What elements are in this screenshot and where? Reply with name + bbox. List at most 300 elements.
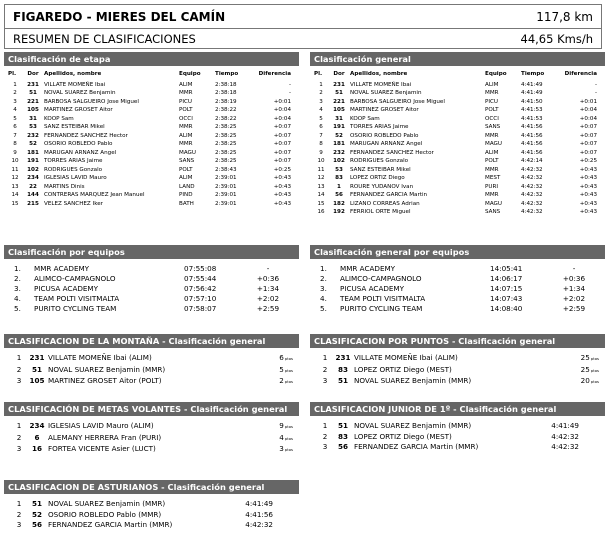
cell-rank: 2 [319,90,323,96]
team-general-classification-panel [310,245,605,314]
list-item [4,520,299,531]
cell-rank: 3 [16,444,22,453]
cell-gap: +0:43 [579,192,597,198]
cell-rider-name: BARBOSA SALGUEIRO Jose Miguel [350,98,445,105]
col-diff: Diferencia [564,71,597,77]
cell-rank: 3 [16,520,22,529]
cell-bib: 56 [337,442,348,451]
cell-time: 4:42:32 [521,166,543,173]
table-row [4,191,299,200]
cell-rank: 2 [16,432,22,442]
cell-rider: NOVAL SUAREZ Benjamin (MMR) [48,499,166,508]
cell-bib: 51 [31,364,42,374]
team-row [4,274,299,284]
table-row [310,123,605,132]
list-item [310,365,605,377]
cell-rider-name: MARTINEZ GROSET Aitor [44,107,113,113]
cell-rider-name: VILLATE MOMEÑE Ibai [44,81,106,88]
cell-time: 07:58:07 [184,304,217,313]
col-dor: Dor [27,71,39,77]
col-time: Tiempo [521,71,545,77]
cell-rank: 3. [14,284,21,293]
cell-time: 2:38:25 [215,158,237,164]
cell-bib: 51 [337,376,348,385]
points-value: 6 [279,353,284,362]
table-row [310,174,605,183]
team-row [310,294,605,304]
cell-rider-name: LIZANO CORREAS Adrian [350,200,420,207]
cell-gap: +0:04 [579,115,597,122]
cell-team-code: POLT [179,107,193,113]
cell-gap: +2:59 [562,304,586,313]
cell-gap: - [266,264,270,273]
cell-rider-name: RODRIGUES Gonzalo [44,166,103,173]
cell-bib: 232 [333,149,345,156]
cell-bib: 52 [29,141,37,147]
team-row [310,274,605,284]
cell-gap: +0:07 [579,141,597,147]
stage-classification-header: Clasificación de etapa [4,52,299,66]
cell-gap: +2:59 [256,304,280,313]
cell-rider: FERNANDEZ GARCIA Martin (MMR) [48,520,173,529]
summary-bar [4,28,602,49]
cell-gap: +0:07 [579,132,597,139]
cell-team-code: PICU [485,98,499,105]
cell-bib: 234 [29,421,45,430]
stage-classification-panel [4,52,299,208]
cell-rank: 1 [16,421,22,430]
cell-rider: OSORIO ROBLEDO Pablo (MMR) [48,509,162,519]
cell-time: 14:07:15 [490,284,523,293]
cell-points [243,421,293,433]
cell-gap: +0:01 [273,98,291,105]
cell-rank: 3 [322,376,328,385]
cell-rank: 5 [13,115,17,122]
cell-rank: 2 [322,364,328,374]
cell-bib: 102 [333,158,345,164]
sprints-classification-panel [4,402,299,456]
list-item [4,353,299,365]
table-row [310,81,605,90]
cell-bib: 51 [31,499,42,508]
cell-gap: +0:07 [273,149,291,156]
table-row [310,115,605,124]
cell-rank: 9 [319,149,323,156]
cell-bib: 83 [337,431,348,441]
cell-bib: 6 [34,432,40,442]
cell-rider: IGLESIAS LAVID Mauro (ALIM) [48,421,154,430]
cell-gap: +0:36 [562,274,586,283]
cell-gap: +0:25 [273,166,291,173]
cell-rank: 7 [13,132,17,139]
cell-team-code: OCCI [485,115,499,122]
cell-gap: +0:36 [256,274,280,283]
cell-rider-name: IGLESIAS LAVID Mauro [44,175,107,181]
cell-bib: 191 [333,124,345,130]
cell-rider-name: FERNANDEZ SANCHEZ Hector [44,132,128,139]
list-item [310,421,605,432]
cell-team-code: MMR [485,166,499,173]
team-classification-panel [4,245,299,314]
table-row [310,191,605,200]
col-team: Equipo [179,71,201,77]
cell-rider-name: OSORIO ROBLEDO Pablo [350,132,419,139]
cell-rider: NOVAL SUAREZ Benjamin (MMR) [354,376,472,385]
cell-time: 07:57:10 [184,294,217,303]
cell-gap: +0:07 [273,132,291,139]
table-row [4,132,299,141]
points-unit: ptos [590,356,599,361]
cell-rank: 15 [317,200,325,207]
cell-time: 4:42:32 [521,183,543,190]
col-pl: Pl. [8,71,17,77]
cell-gap: +0:25 [579,158,597,164]
title-bar [4,4,602,28]
cell-gap: +0:43 [273,175,291,181]
table-row [4,140,299,149]
cell-rank: 8 [319,141,323,147]
cell-rider-name: VELEZ SANCHEZ Iker [44,200,103,207]
cell-bib: 83 [337,364,348,374]
cell-team-name: PICUSA ACADEMY [340,284,405,293]
cell-rider-name: NOVAL SUAREZ Benjamin [44,90,116,96]
list-item [4,444,299,456]
table-row [4,81,299,90]
col-pl: Pl. [314,71,323,77]
cell-bib: 182 [333,200,345,207]
cell-gap: +0:43 [273,183,291,190]
summary-label: RESUMEN DE CLASIFICACIONES [13,31,196,46]
table-row [310,140,605,149]
cell-rider-name: FERNANDEZ GARCIA Martin [350,192,428,198]
stage-distance: 117,8 km [536,9,593,24]
cell-rank: 9 [13,149,17,156]
cell-rank: 2. [320,274,327,283]
general-column-headers [310,70,605,79]
list-item [4,365,299,377]
cell-rider: MARTINEZ GROSET Aitor (POLT) [48,376,162,385]
cell-gap: +0:43 [273,200,291,207]
cell-team-code: MMR [179,90,193,96]
col-time: Tiempo [215,71,239,77]
points-unit: ptos [284,356,293,361]
cell-bib: 221 [333,98,345,105]
cell-gap: +2:02 [562,294,586,303]
cell-team-code: MMR [179,141,193,147]
cell-time: 2:38:18 [215,81,237,88]
cell-points [549,365,599,377]
cell-bib: 52 [31,509,42,519]
table-row [4,149,299,158]
points-unit: ptos [284,379,293,384]
cell-time: 4:41:53 [521,115,543,122]
cell-rider-name: SANZ ESTEIBAR Mikel [350,166,411,173]
cell-rank: 2 [322,431,328,441]
cell-rank: 1. [14,264,21,273]
cell-points [549,353,599,365]
cell-team-code: PIND [179,192,193,198]
cell-team-code: PICU [179,98,193,105]
list-item [310,432,605,443]
general-classification-panel [310,52,605,217]
list-item [4,421,299,433]
col-name: Apellidos, nombre [44,71,102,77]
cell-gap: +0:43 [579,200,597,207]
table-row [310,157,605,166]
cell-gap: - [594,81,597,88]
cell-points [243,365,293,377]
cell-time: 4:41:56 [245,509,273,519]
cell-rank: 12 [317,175,325,181]
team-row [4,264,299,274]
cell-team-name: MMR ACADEMY [34,264,90,273]
cell-gap: +0:04 [579,107,597,113]
table-row [310,183,605,192]
team-row [4,284,299,294]
cell-bib: 231 [29,353,45,362]
cell-rider-name: TORRES ARIAS Jaime [44,158,103,164]
asturianos-classification-panel [4,480,299,531]
cell-bib: 52 [335,132,343,139]
cell-rank: 2 [16,509,22,519]
cell-rank: 2. [14,274,21,283]
table-row [310,208,605,217]
cell-bib: 1 [337,183,341,190]
cell-team-code: MMR [485,192,499,198]
cell-bib: 192 [333,209,345,215]
cell-gap: +0:07 [579,124,597,130]
cell-gap: +0:04 [273,107,291,113]
cell-rank: 1 [319,81,323,88]
list-item [4,499,299,510]
cell-team-code: LAND [179,183,195,190]
points-rows [310,353,605,388]
cell-rank: 1 [16,499,22,508]
cell-bib: 144 [27,192,39,198]
cell-bib: 53 [29,124,37,130]
cell-team-code: OCCI [179,115,193,122]
cell-bib: 221 [27,98,39,105]
cell-time: 4:41:49 [521,81,543,88]
page-title: FIGAREDO - MIERES DEL CAMÍN [13,9,226,24]
cell-rider-name: TORRES ARIAS Jaime [350,124,409,130]
cell-bib: 31 [335,115,343,122]
col-dor: Dor [333,71,345,77]
cell-points [243,444,293,456]
cell-team-code: SANS [485,209,501,215]
cell-time: 4:42:32 [551,442,579,451]
cell-bib: 105 [333,107,345,113]
cell-bib: 231 [27,81,39,88]
cell-gap: +0:43 [579,183,597,190]
cell-time: 2:38:18 [215,90,237,96]
cell-rank: 4. [320,294,327,303]
team-row [310,304,605,314]
cell-rank: 6 [319,124,323,130]
cell-team-code: MAGU [485,200,502,207]
cell-team-code: POLT [485,107,499,113]
cell-rank: 12 [11,175,19,181]
cell-time: 4:42:14 [521,158,543,164]
cell-bib: 22 [29,183,37,190]
cell-rank: 3 [13,98,17,105]
points-classification-header: CLASIFICACION POR PUNTOS - Clasificación general [310,334,605,348]
cell-time: 4:41:49 [551,421,579,430]
points-value: 25 [580,364,590,374]
cell-bib: 105 [27,107,39,113]
cell-time: 2:39:01 [215,200,237,207]
cell-bib: 56 [335,192,343,198]
cell-bib: 102 [27,166,39,173]
table-row [4,98,299,107]
general-classification-header: Clasificación general [310,52,605,66]
cell-team-name: TEAM POLTI VISITMALTA [340,294,426,303]
cell-time: 4:41:56 [521,149,543,156]
cell-time: 4:41:50 [521,98,543,105]
points-unit: ptos [590,367,599,373]
points-value: 2 [279,376,284,385]
cell-team-name: PICUSA ACADEMY [34,284,99,293]
cell-time: 2:38:25 [215,132,237,139]
cell-rank: 8 [13,141,17,147]
junior-rows [310,421,605,453]
stage-rows [4,81,299,209]
cell-rank: 4 [13,107,17,113]
cell-gap: +0:43 [273,192,291,198]
cell-team-name: TEAM POLTI VISITMALTA [34,294,120,303]
cell-rider: ALEMANY HERRERA Fran (PURI) [48,432,162,442]
cell-time: 2:38:22 [215,115,237,122]
cell-team-code: ALIM [179,132,193,139]
cell-time: 2:38:25 [215,124,237,130]
cell-bib: 31 [29,115,37,122]
cell-rider-name: FERRIOL ORTE Miguel [350,209,411,215]
team-rows [4,264,299,314]
cell-rider-name: LOPEZ ORTIZ Diego [350,175,405,181]
points-unit: ptos [284,367,293,373]
table-row [310,166,605,175]
table-row [4,166,299,175]
cell-rider-name: FERNANDEZ SANCHEZ Hector [350,149,434,156]
mountain-classification-panel [4,334,299,388]
cell-team-code: MMR [485,90,499,96]
team-row [4,304,299,314]
mountain-rows [4,353,299,388]
cell-bib: 53 [335,166,343,173]
mountain-classification-header: CLASIFICACION DE LA MONTAÑA - Clasificación general [4,334,299,348]
cell-bib: 215 [27,200,39,207]
cell-time: 4:41:49 [521,90,543,96]
cell-time: 4:42:32 [521,200,543,207]
cell-gap: - [594,90,597,96]
cell-rank: 1 [16,353,22,362]
cell-time: 4:41:49 [245,499,273,508]
cell-rider: NOVAL SUAREZ Benjamin (MMR) [48,364,166,374]
cell-rider-name: VILLATE MOMEÑE Ibai [350,81,412,88]
cell-time: 4:42:32 [245,520,273,529]
cell-time: 07:55:44 [184,274,217,283]
cell-gap: +0:07 [273,141,291,147]
average-speed: 44,65 Kms/h [520,31,593,46]
cell-rank: 1 [322,421,328,430]
cell-time: 14:08:40 [490,304,523,313]
col-team: Equipo [485,71,507,77]
cell-time: 2:38:25 [215,149,237,156]
cell-bib: 51 [335,90,343,96]
list-item [4,510,299,521]
cell-bib: 181 [27,149,39,156]
cell-rank: 14 [317,192,325,198]
general-rows [310,81,605,217]
cell-gap: +0:07 [273,158,291,164]
cell-rank: 14 [11,192,19,198]
cell-team-code: PURI [485,183,499,190]
cell-rank: 13 [11,183,19,190]
cell-team-code: SANS [179,158,195,164]
stage-column-headers [4,70,299,79]
cell-time: 07:56:42 [184,284,217,293]
cell-points [243,376,293,388]
table-row [310,200,605,209]
table-row [4,115,299,124]
cell-rider-name: CONTRERAS MARQUEZ Jean Manuel [44,192,145,198]
cell-rank: 5. [320,304,327,313]
table-row [310,149,605,158]
table-row [4,157,299,166]
team-classification-header: Clasificación por equipos [4,245,299,259]
cell-rider-name: MARTINEZ GROSET Aitor [350,107,419,113]
points-unit: ptos [284,447,293,452]
cell-time: 2:39:01 [215,175,237,181]
cell-gap: - [572,264,576,273]
cell-rank: 15 [11,200,19,207]
cell-rider: VILLATE MOMEÑE Ibai (ALIM) [354,353,458,362]
points-unit: ptos [284,424,293,429]
cell-bib: 181 [333,141,345,147]
cell-rank: 16 [317,209,325,215]
points-unit: ptos [590,379,599,384]
team-row [4,294,299,304]
cell-bib: 16 [31,444,42,453]
cell-gap: - [288,81,291,88]
junior-classification-panel [310,402,605,453]
cell-points [549,376,599,388]
list-item [4,376,299,388]
table-row [310,89,605,98]
cell-team-code: SANS [485,124,501,130]
cell-time: 4:42:32 [521,175,543,181]
cell-rank: 4. [14,294,21,303]
points-value: 9 [279,421,284,430]
cell-gap: +1:34 [256,284,280,293]
cell-rank: 10 [317,158,325,164]
cell-rank: 7 [319,132,323,139]
cell-rider-name: KOOP Sam [44,115,74,122]
cell-bib: 232 [27,132,39,139]
cell-bib: 83 [335,175,343,181]
cell-time: 4:41:56 [521,132,543,139]
cell-time: 2:38:43 [215,166,237,173]
cell-gap: +0:43 [579,166,597,173]
cell-team-code: POLT [485,158,499,164]
cell-rank: 13 [317,183,325,190]
asturianos-classification-header: CLASIFICACION DE ASTURIANOS - Clasificación general [4,480,299,494]
cell-rank: 1. [320,264,327,273]
cell-time: 14:06:17 [490,274,523,283]
table-row [4,106,299,115]
cell-time: 2:38:22 [215,107,237,113]
table-row [310,106,605,115]
